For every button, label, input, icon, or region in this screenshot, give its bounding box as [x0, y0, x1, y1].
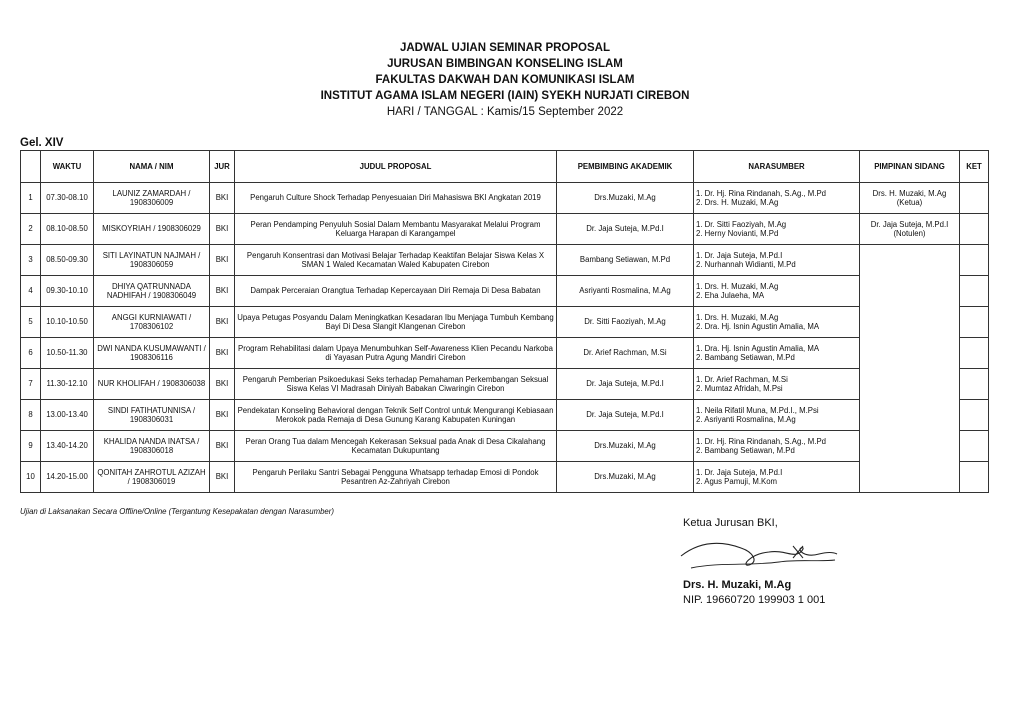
narasumber-2: 2. Bambang Setiawan, M.Pd	[696, 353, 795, 362]
cell-pembimbing: Dr. Jaja Suteja, M.Pd.I	[557, 400, 694, 431]
cell-ket	[960, 431, 989, 462]
cell-narasumber	[694, 400, 860, 431]
table-row	[21, 338, 989, 369]
cell-judul: Peran Orang Tua dalam Mencegah Kekerasan Seksual pada Anak di Desa Cikalahang Kecamatan Dukupuntang	[235, 431, 557, 462]
cell-no: 6	[21, 338, 41, 369]
cell-jur: BKI	[210, 276, 235, 307]
narasumber-1: 1. Dr. Jaja Suteja, M.Pd.I	[696, 467, 783, 477]
cell-nama: MISKOYRIAH / 1908306029	[94, 214, 210, 245]
narasumber-2: 2. Nurhannah Widianti, M.Pd	[696, 260, 796, 269]
signature-title: Ketua Jurusan BKI,	[683, 517, 778, 529]
cell-narasumber	[694, 245, 860, 276]
document-header	[0, 40, 1010, 120]
header-ket: KET	[960, 151, 989, 183]
cell-narasumber	[694, 307, 860, 338]
narasumber-2: 2. Agus Pamuji, M.Kom	[696, 477, 778, 486]
handwritten-signature-icon	[679, 532, 839, 574]
pimpinan-name: Dr. Jaja Suteja, M.Pd.I	[870, 219, 949, 229]
narasumber-1: 1. Dr. Sitti Faoziyah, M.Ag	[696, 219, 787, 229]
narasumber-1: 1. Drs. H. Muzaki, M.Ag	[696, 312, 779, 322]
header-jur: JUR	[210, 151, 235, 183]
cell-ket	[960, 369, 989, 400]
cell-pembimbing: Asriyanti Rosmalina, M.Ag	[557, 276, 694, 307]
cell-jur: BKI	[210, 307, 235, 338]
cell-waktu: 07.30-08.10	[41, 183, 94, 214]
cell-narasumber	[694, 183, 860, 214]
cell-pembimbing: Bambang Setiawan, M.Pd	[557, 245, 694, 276]
cell-no: 3	[21, 245, 41, 276]
table-header-row	[21, 151, 989, 183]
title-line-1: JADWAL UJIAN SEMINAR PROPOSAL	[399, 42, 610, 54]
cell-no: 9	[21, 431, 41, 462]
cell-waktu: 13.40-14.20	[41, 431, 94, 462]
pimpinan-name: Drs. H. Muzaki, M.Ag	[872, 188, 947, 198]
narasumber-1: 1. Dr. Hj. Rina Rindanah, S.Ag., M.Pd	[696, 436, 827, 446]
table-row	[21, 183, 989, 214]
narasumber-2: 2. Eha Julaeha, MA	[696, 291, 765, 300]
cell-jur: BKI	[210, 338, 235, 369]
header-waktu: WAKTU	[41, 151, 94, 183]
cell-waktu: 08.50-09.30	[41, 245, 94, 276]
cell-ket	[960, 276, 989, 307]
narasumber-2: 2. Dra. Hj. Isnin Agustin Amalia, MA	[696, 322, 820, 331]
table-row	[21, 431, 989, 462]
cell-no: 10	[21, 462, 41, 493]
cell-judul: Program Rehabilitasi dalam Upaya Menumbuhkan Self-Awareness Klien Pecandu Narkoba di Yayasan Putra Agung Mandiri Cirebon	[235, 338, 557, 369]
cell-pembimbing: Drs.Muzaki, M.Ag	[557, 183, 694, 214]
cell-no: 5	[21, 307, 41, 338]
cell-ket	[960, 183, 989, 214]
narasumber-2: 2. Asriyanti Rosmalina, M.Ag	[696, 415, 796, 424]
cell-jur: BKI	[210, 214, 235, 245]
pimpinan-role: (Ketua)	[896, 198, 923, 207]
cell-judul: Pengaruh Perilaku Santri Sebagai Pengguna Whatsapp terhadap Emosi di Pondok Pesantren Az-Zahriyah Cirebon	[235, 462, 557, 493]
cell-ket	[960, 307, 989, 338]
cell-nama: ANGGI KURNIAWATI / 1708306102	[94, 307, 210, 338]
header-nama-nim: NAMA / NIM	[94, 151, 210, 183]
title-line-4: INSTITUT AGAMA ISLAM NEGERI (IAIN) SYEKH NURJATI CIREBON	[320, 90, 690, 102]
cell-pimpinan-merged	[860, 245, 960, 493]
cell-pimpinan	[860, 214, 960, 245]
narasumber-1: 1. Dra. Hj. Isnin Agustin Amalia, MA	[696, 343, 820, 353]
cell-no: 7	[21, 369, 41, 400]
cell-nama: SINDI FATIHATUNNISA / 1908306031	[94, 400, 210, 431]
cell-waktu: 13.00-13.40	[41, 400, 94, 431]
cell-narasumber	[694, 214, 860, 245]
cell-ket	[960, 462, 989, 493]
signatory-name: Drs. H. Muzaki, M.Ag	[683, 579, 792, 591]
narasumber-1: 1. Drs. H. Muzaki, M.Ag	[696, 281, 779, 291]
cell-judul: Pengaruh Culture Shock Terhadap Penyesuaian Diri Mahasiswa BKI Angkatan 2019	[235, 183, 557, 214]
cell-judul: Pendekatan Konseling Behavioral dengan Teknik Self Control untuk Mengurangi Kebiasaan Merokok pada Remaja di Desa Gunung Karang Kabupaten Kuningan	[235, 400, 557, 431]
cell-nama: KHALIDA NANDA INATSA / 1908306018	[94, 431, 210, 462]
cell-judul: Peran Pendamping Penyuluh Sosial Dalam Membantu Masyarakat Melalui Program Keluarga Harapan di Karangampel	[235, 214, 557, 245]
schedule-table	[20, 150, 989, 493]
exam-note: Ujian di Laksanakan Secara Offline/Online (Tergantung Kesepakatan dengan Narasumber)	[20, 507, 334, 516]
table-row	[21, 214, 989, 245]
cell-pimpinan	[860, 183, 960, 214]
cell-ket	[960, 338, 989, 369]
cell-ket	[960, 214, 989, 245]
cell-jur: BKI	[210, 183, 235, 214]
cell-jur: BKI	[210, 369, 235, 400]
cell-narasumber	[694, 276, 860, 307]
cell-nama: SITI LAYINATUN NAJMAH / 1908306059	[94, 245, 210, 276]
cell-waktu: 08.10-08.50	[41, 214, 94, 245]
cell-nama: LAUNIZ ZAMARDAH / 1908306009	[94, 183, 210, 214]
cell-no: 4	[21, 276, 41, 307]
cell-jur: BKI	[210, 400, 235, 431]
cell-ket	[960, 400, 989, 431]
signatory-nip: NIP. 19660720 199903 1 001	[683, 594, 826, 606]
cell-pembimbing: Dr. Jaja Suteja, M.Pd.I	[557, 369, 694, 400]
header-judul: JUDUL PROPOSAL	[235, 151, 557, 183]
cell-narasumber	[694, 462, 860, 493]
cell-ket	[960, 245, 989, 276]
cell-jur: BKI	[210, 462, 235, 493]
narasumber-1: 1. Neila Rifatil Muna, M.Pd.I., M.Psi	[696, 405, 819, 415]
header-no	[21, 151, 41, 183]
cell-narasumber	[694, 369, 860, 400]
cell-pembimbing: Dr. Arief Rachman, M.Si	[557, 338, 694, 369]
cell-narasumber	[694, 431, 860, 462]
cell-pembimbing: Drs.Muzaki, M.Ag	[557, 431, 694, 462]
header-narasumber: NARASUMBER	[694, 151, 860, 183]
table-row	[21, 276, 989, 307]
cell-nama: DHIYA QATRUNNADA NADHIFAH / 1908306049	[94, 276, 210, 307]
cell-pembimbing: Drs.Muzaki, M.Ag	[557, 462, 694, 493]
cell-nama: DWI NANDA KUSUMAWANTI / 1908306116	[94, 338, 210, 369]
cell-jur: BKI	[210, 431, 235, 462]
cell-judul: Upaya Petugas Posyandu Dalam Meningkatkan Kesadaran Ibu Menjaga Tumbuh Kembang Bayi Di Desa Slangit Klangenan Cirebon	[235, 307, 557, 338]
narasumber-1: 1. Dr. Jaja Suteja, M.Pd.I	[696, 250, 783, 260]
cell-pembimbing: Dr. Jaja Suteja, M.Pd.I	[557, 214, 694, 245]
cell-no: 8	[21, 400, 41, 431]
cell-judul: Dampak Perceraian Orangtua Terhadap Kepercayaan Diri Remaja Di Desa Babatan	[235, 276, 557, 307]
cell-waktu: 09.30-10.10	[41, 276, 94, 307]
cell-pembimbing: Dr. Sitti Faoziyah, M.Ag	[557, 307, 694, 338]
table-row	[21, 307, 989, 338]
table-row	[21, 462, 989, 493]
title-line-2: JURUSAN BIMBINGAN KONSELING ISLAM	[387, 58, 623, 70]
table-row	[21, 400, 989, 431]
narasumber-2: 2. Drs. H. Muzaki, M.Ag	[696, 198, 779, 207]
narasumber-2: 2. Mumtaz Afridah, M.Psi	[696, 384, 783, 393]
pimpinan-role: (Notulen)	[893, 229, 926, 238]
narasumber-2: 2. Herny Novianti, M.Pd	[696, 229, 779, 238]
cell-judul: Pengaruh Konsentrasi dan Motivasi Belajar Terhadap Keaktifan Belajar Siswa Kelas X SMAN 1 Waled Kecamatan Waled Kabupaten Cirebon	[235, 245, 557, 276]
cell-nama: NUR KHOLIFAH / 1908306038	[94, 369, 210, 400]
cell-no: 1	[21, 183, 41, 214]
cell-waktu: 10.50-11.30	[41, 338, 94, 369]
narasumber-2: 2. Bambang Setiawan, M.Pd	[696, 446, 795, 455]
gelombang-label: Gel. XIV	[20, 137, 64, 149]
cell-nama: QONITAH ZAHROTUL AZIZAH / 1908306019	[94, 462, 210, 493]
cell-waktu: 11.30-12.10	[41, 369, 94, 400]
date-line: HARI / TANGGAL : Kamis/15 September 2022	[386, 106, 624, 118]
cell-waktu: 14.20-15.00	[41, 462, 94, 493]
header-pembimbing: PEMBIMBING AKADEMIK	[557, 151, 694, 183]
title-line-3: FAKULTAS DAKWAH DAN KOMUNIKASI ISLAM	[375, 74, 635, 86]
table-row	[21, 369, 989, 400]
narasumber-1: 1. Dr. Arief Rachman, M.Si	[696, 374, 788, 384]
table-row	[21, 245, 989, 276]
narasumber-1: 1. Dr. Hj. Rina Rindanah, S.Ag., M.Pd	[696, 188, 827, 198]
signature-block	[683, 516, 839, 608]
cell-jur: BKI	[210, 245, 235, 276]
cell-no: 2	[21, 214, 41, 245]
cell-judul: Pengaruh Pemberian Psikoedukasi Seks terhadap Pemahaman Perkembangan Seksual Siswa Kelas VI Madrasah Diniyah Babakan Ciwaringin Cirebon	[235, 369, 557, 400]
cell-waktu: 10.10-10.50	[41, 307, 94, 338]
header-pimpinan: PIMPINAN SIDANG	[860, 151, 960, 183]
cell-narasumber	[694, 338, 860, 369]
